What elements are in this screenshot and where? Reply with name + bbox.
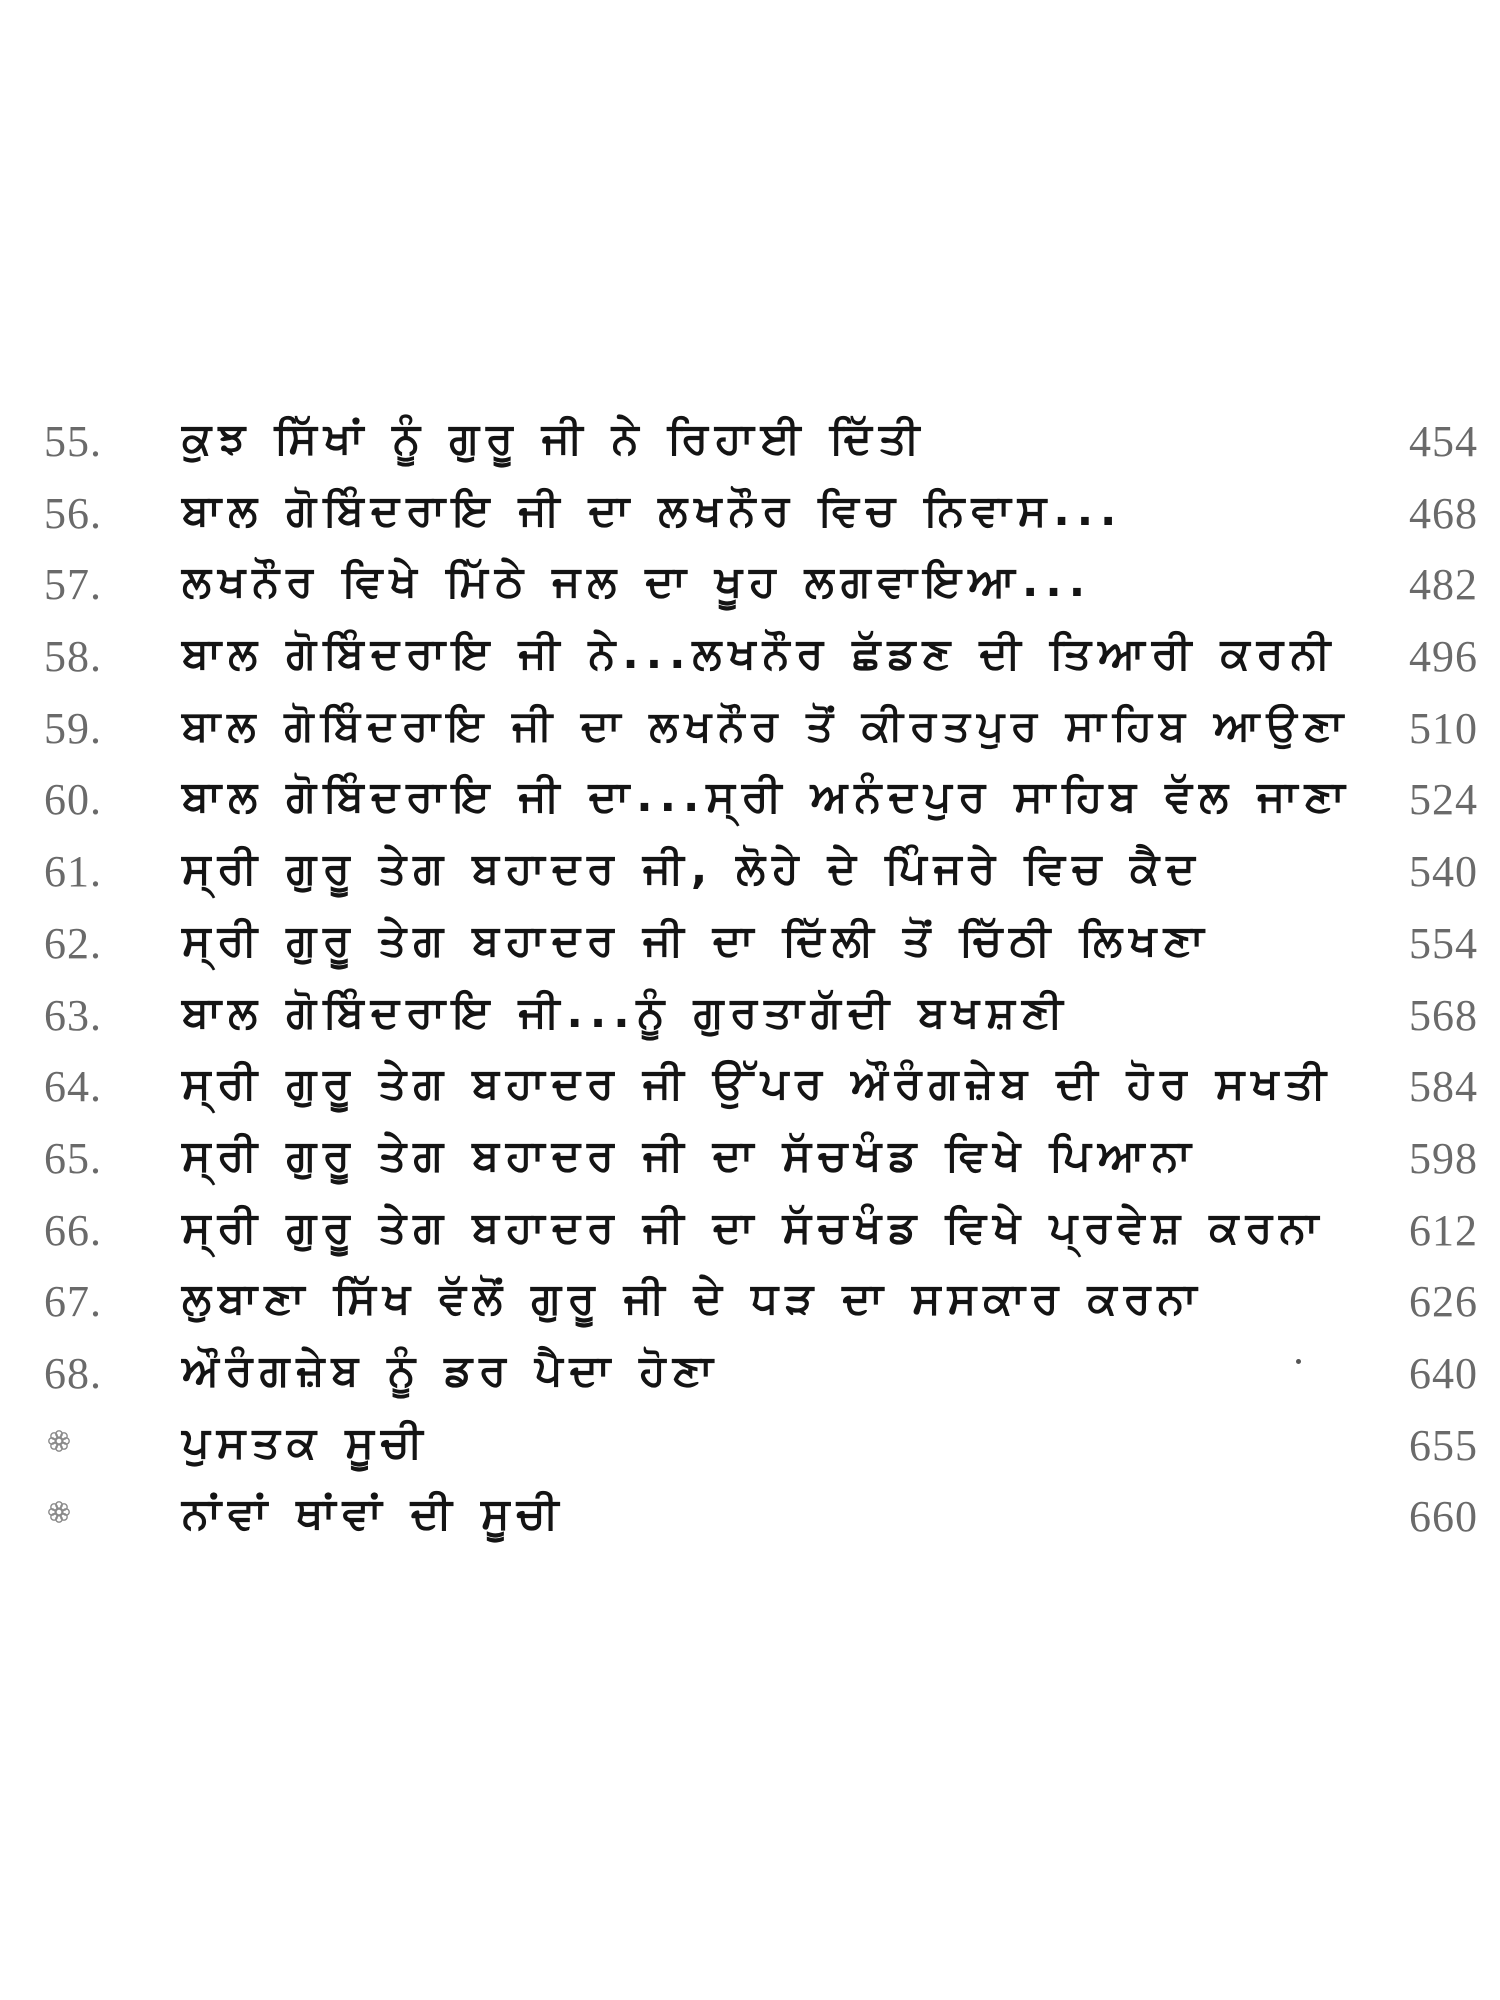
toc-row[interactable] xyxy=(0,1199,1500,1271)
toc-entry-number: 65. xyxy=(44,1133,102,1183)
toc-entry-title: ਨਾਂਵਾਂ ਥਾਂਵਾਂ ਦੀ ਸੂਚੀ xyxy=(182,1489,566,1540)
toc-entry-page: 540 xyxy=(1409,847,1478,897)
table-of-contents xyxy=(0,410,1500,1557)
toc-entry-page: 510 xyxy=(1409,703,1478,753)
toc-entry-number: 68. xyxy=(44,1348,102,1398)
toc-entry-page: 640 xyxy=(1409,1348,1478,1398)
toc-entry-page: 524 xyxy=(1409,775,1478,825)
toc-entry-title: ਕੁਝ ਸਿੱਖਾਂ ਨੂੰ ਗੁਰੂ ਜੀ ਨੇ ਰਿਹਾਈ ਦਿੱਤੀ xyxy=(182,414,927,464)
toc-row[interactable] xyxy=(0,1485,1500,1557)
toc-row[interactable] xyxy=(0,1127,1500,1199)
toc-row[interactable] xyxy=(0,410,1500,482)
toc-entry-title: ਸ੍ਰੀ ਗੁਰੂ ਤੇਗ ਬਹਾਦਰ ਜੀ ਦਾ ਦਿੱਲੀ ਤੋਂ ਚਿੱਠੀ ਲਿਖਣਾ xyxy=(182,915,1211,966)
toc-entry-page: 598 xyxy=(1409,1133,1478,1183)
toc-entry-number: 55. xyxy=(44,417,102,466)
toc-row[interactable] xyxy=(0,1414,1500,1486)
toc-entry-title: ਸ੍ਰੀ ਗੁਰੂ ਤੇਗ ਬਹਾਦਰ ਜੀ ਉੱਪਰ ਔਰੰਗਜ਼ੇਬ ਦੀ ਹੋਰ ਸਖਤੀ xyxy=(182,1059,1334,1110)
toc-entry-number: 63. xyxy=(44,990,102,1040)
toc-entry-page: 584 xyxy=(1409,1062,1478,1112)
toc-row[interactable] xyxy=(0,625,1500,697)
toc-entry-title: ਲਖਨੌਰ ਵਿਖੇ ਮਿੱਠੇ ਜਲ ਦਾ ਖੂਹ ਲਗਵਾਇਆ... xyxy=(182,557,1093,608)
toc-entry-number: 56. xyxy=(44,488,102,538)
toc-entry-title: ਪੁਸਤਕ ਸੂਚੀ xyxy=(182,1417,430,1468)
toc-row[interactable] xyxy=(0,1342,1500,1414)
toc-entry-page: 554 xyxy=(1409,918,1478,968)
toc-entry-page: 496 xyxy=(1409,632,1478,682)
flower-bullet-icon xyxy=(44,1426,74,1456)
toc-entry-number: 62. xyxy=(44,918,102,968)
toc-entry-title: ਸ੍ਰੀ ਗੁਰੂ ਤੇਗ ਬਹਾਦਰ ਜੀ ਦਾ ਸੱਚਖੰਡ ਵਿਖੇ ਪ੍ਰਵੇਸ਼ ਕਰਨਾ xyxy=(182,1202,1326,1253)
toc-row[interactable] xyxy=(0,984,1500,1056)
toc-row[interactable] xyxy=(0,1270,1500,1342)
print-speck xyxy=(1296,1359,1301,1364)
toc-row[interactable] xyxy=(0,482,1500,554)
toc-entry-page: 568 xyxy=(1409,990,1478,1040)
toc-entry-number: 66. xyxy=(44,1205,102,1255)
toc-entry-title: ਬਾਲ ਗੋਬਿੰਦਰਾਇ ਜੀ...ਨੂੰ ਗੁਰਤਾਗੱਦੀ ਬਖਸ਼ਣੀ xyxy=(182,987,1070,1038)
toc-entry-page: 482 xyxy=(1409,560,1478,610)
toc-entry-number: 61. xyxy=(44,847,102,897)
toc-row[interactable] xyxy=(0,768,1500,840)
toc-entry-number: 57. xyxy=(44,560,102,610)
toc-row[interactable] xyxy=(0,912,1500,984)
toc-row[interactable] xyxy=(0,1055,1500,1127)
toc-entry-page: 660 xyxy=(1409,1492,1478,1542)
toc-row[interactable] xyxy=(0,553,1500,625)
toc-entry-page: 655 xyxy=(1409,1420,1478,1470)
toc-entry-title: ਬਾਲ ਗੋਬਿੰਦਰਾਇ ਜੀ ਦਾ ਲਖਨੌਰ ਤੋਂ ਕੀਰਤਪੁਰ ਸਾਹਿਬ ਆਉਣਾ xyxy=(182,700,1351,750)
toc-entry-number: 60. xyxy=(44,775,102,825)
toc-entry-number: 64. xyxy=(44,1062,102,1112)
toc-row[interactable] xyxy=(0,840,1500,912)
toc-row[interactable] xyxy=(0,697,1500,769)
flower-bullet-icon xyxy=(44,1497,74,1527)
toc-entry-title: ਬਾਲ ਗੋਬਿੰਦਰਾਇ ਜੀ ਨੇ...ਲਖਨੌਰ ਛੱਡਣ ਦੀ ਤਿਆਰੀ ਕਰਨੀ xyxy=(182,629,1338,680)
toc-entry-page: 454 xyxy=(1409,417,1478,466)
toc-entry-title: ਬਾਲ ਗੋਬਿੰਦਰਾਇ ਜੀ ਦਾ ਲਖਨੌਰ ਵਿਚ ਨਿਵਾਸ... xyxy=(182,485,1124,536)
toc-entry-title: ਔਰੰਗਜ਼ੇਬ ਨੂੰ ਡਰ ਪੈਦਾ ਹੋਣਾ xyxy=(182,1345,720,1396)
toc-entry-number: 58. xyxy=(44,632,102,682)
toc-entry-number: 59. xyxy=(44,703,102,753)
toc-entry-number: 67. xyxy=(44,1277,102,1327)
toc-entry-page: 468 xyxy=(1409,488,1478,538)
toc-entry-page: 612 xyxy=(1409,1205,1478,1255)
toc-entry-title: ਬਾਲ ਗੋਬਿੰਦਰਾਇ ਜੀ ਦਾ...ਸ੍ਰੀ ਅਨੰਦਪੁਰ ਸਾਹਿਬ ਵੱਲ ਜਾਣਾ xyxy=(182,772,1352,823)
toc-entry-title: ਸ੍ਰੀ ਗੁਰੂ ਤੇਗ ਬਹਾਦਰ ਜੀ ਦਾ ਸੱਚਖੰਡ ਵਿਖੇ ਪਿਆਨਾ xyxy=(182,1130,1198,1181)
toc-entry-page: 626 xyxy=(1409,1277,1478,1327)
toc-entry-title: ਲੁਬਾਣਾ ਸਿੱਖ ਵੱਲੋਂ ਗੁਰੂ ਜੀ ਦੇ ਧੜ ਦਾ ਸਸਕਾਰ ਕਰਨਾ xyxy=(182,1274,1204,1325)
toc-entry-title: ਸ੍ਰੀ ਗੁਰੂ ਤੇਗ ਬਹਾਦਰ ਜੀ, ਲੋਹੇ ਦੇ ਪਿੰਜਰੇ ਵਿਚ ਕੈਦ xyxy=(182,844,1202,895)
